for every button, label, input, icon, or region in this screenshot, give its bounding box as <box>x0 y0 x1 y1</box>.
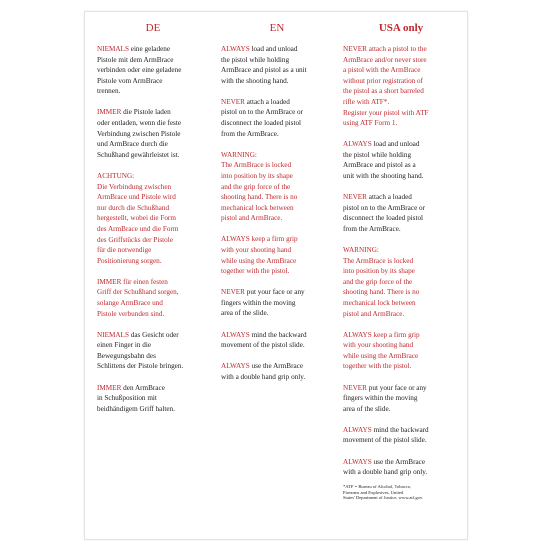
usa-paragraph-4: ALWAYS keep a firm grip with your shooting hand while using the ArmBrace together with the pistol. <box>343 330 420 371</box>
column-de <box>97 22 209 425</box>
en-paragraph-6: ALWAYS mind the backward movement of the pistol slide. <box>221 330 307 350</box>
de-paragraph-4: IMMER für einen festen Griff der Schußhand sorgen, solange ArmBrace und Pistole verbunden sind. <box>97 277 179 318</box>
de-paragraph-6: IMMER den ArmBrace in Schußposition mit beidhändigem Griff halten. <box>97 383 175 413</box>
de-paragraph-1: NIEMALS eine geladene Pistole mit dem ArmBrace verbinden oder eine geladene Pistole vom ArmBrace trennen. <box>97 45 182 96</box>
usa-paragraph-6: ALWAYS mind the backward movement of the pistol slide. <box>343 425 429 445</box>
usa-registration-warning: NEVER attach a pistol to the ArmBrace and/or never store a pistol with the ArmBrace without prior registration of the pistol as a short barreled rifle with ATF*. Register your pistol with ATF using ATF Form 1. <box>343 45 429 128</box>
en-paragraph-5: NEVER put your face or any fingers within the moving area of the slide. <box>221 288 305 318</box>
de-p5-lead: NIEMALS <box>97 330 129 339</box>
atf-footnote: *ATF = Bureau of Alcohol, Tobacco, Firearms and Explosives, United States' Department of Justice, www.atf.gov. <box>343 484 424 501</box>
header-de: DE <box>145 22 161 34</box>
usa-paragraph-1: ALWAYS load and unload the pistol while holding ArmBrace and pistol as a unit with the shooting hand. <box>343 140 424 181</box>
header-en: EN <box>269 22 285 34</box>
usa-paragraph-7: ALWAYS use the ArmBrace with a double hand grip only. <box>343 457 428 477</box>
en-p5-lead: NEVER <box>221 288 245 297</box>
en-p2-lead: NEVER <box>221 97 245 106</box>
usa-p6-lead: ALWAYS <box>343 425 372 434</box>
column-usa <box>343 22 459 501</box>
de-warning: ACHTUNG: Die Verbindung zwischen ArmBrace und Pistole wird nur durch die Schußhand hergestellt, wobei die Form des ArmBrace und die Form des Griffstücks der Pistole für die notwendige Positionierung sorgen. <box>97 171 179 265</box>
de-paragraph-2: IMMER die Pistole laden oder entladen, wenn die feste Verbindung zwischen Pistole und ArmBrace durch die Schußhand gewährleistet ist. <box>97 108 182 159</box>
en-paragraph-1: ALWAYS load and unload the pistol while holding ArmBrace and pistol as a unit with the shooting hand. <box>221 45 307 85</box>
instruction-sheet <box>84 11 468 540</box>
usa-warning: WARNING: The ArmBrace is locked into position by its shape and the grip force of the shooting hand. There is no mechanical lock between pistol and ArmBrace. <box>343 246 420 318</box>
header-usa: USA only <box>378 22 424 34</box>
usa-p1-lead: ALWAYS <box>343 140 372 149</box>
de-p1-lead: NIEMALS <box>97 45 129 53</box>
de-p6-lead: IMMER <box>97 383 122 392</box>
de-paragraph-5: NIEMALS das Gesicht oder einen Finger in die Bewegungsbahn des Schlittens der Pistole bringen. <box>97 330 184 371</box>
en-p6-lead: ALWAYS <box>221 330 250 339</box>
en-paragraph-2: NEVER attach a loaded pistol on to the ArmBrace or disconnect the loaded pistol from the ArmBrace. <box>221 97 304 138</box>
usa-p7-lead: ALWAYS <box>343 457 372 466</box>
en-paragraph-4: ALWAYS keep a firm grip with your shooting hand while using the ArmBrace together with the pistol. <box>221 235 298 276</box>
usa-p2-lead: NEVER <box>343 193 367 202</box>
en-p1-lead: ALWAYS <box>221 45 250 53</box>
en-paragraph-7: ALWAYS use the ArmBrace with a double hand grip only. <box>221 362 306 381</box>
usa-paragraph-2: NEVER attach a loaded pistol on to the ArmBrace or disconnect the loaded pistol from the ArmBrace. <box>343 193 426 233</box>
de-p2-lead: IMMER <box>97 108 122 117</box>
column-en <box>221 22 333 393</box>
usa-paragraph-5: NEVER put your face or any fingers within the moving area of the slide. <box>343 383 427 413</box>
usa-p5-lead: NEVER <box>343 383 367 392</box>
en-warning: WARNING: The ArmBrace is locked into position by its shape and the grip force of the shooting hand. There is no mechanical lock between pistol and ArmBrace. <box>221 150 298 223</box>
en-p7-lead: ALWAYS <box>221 362 250 371</box>
